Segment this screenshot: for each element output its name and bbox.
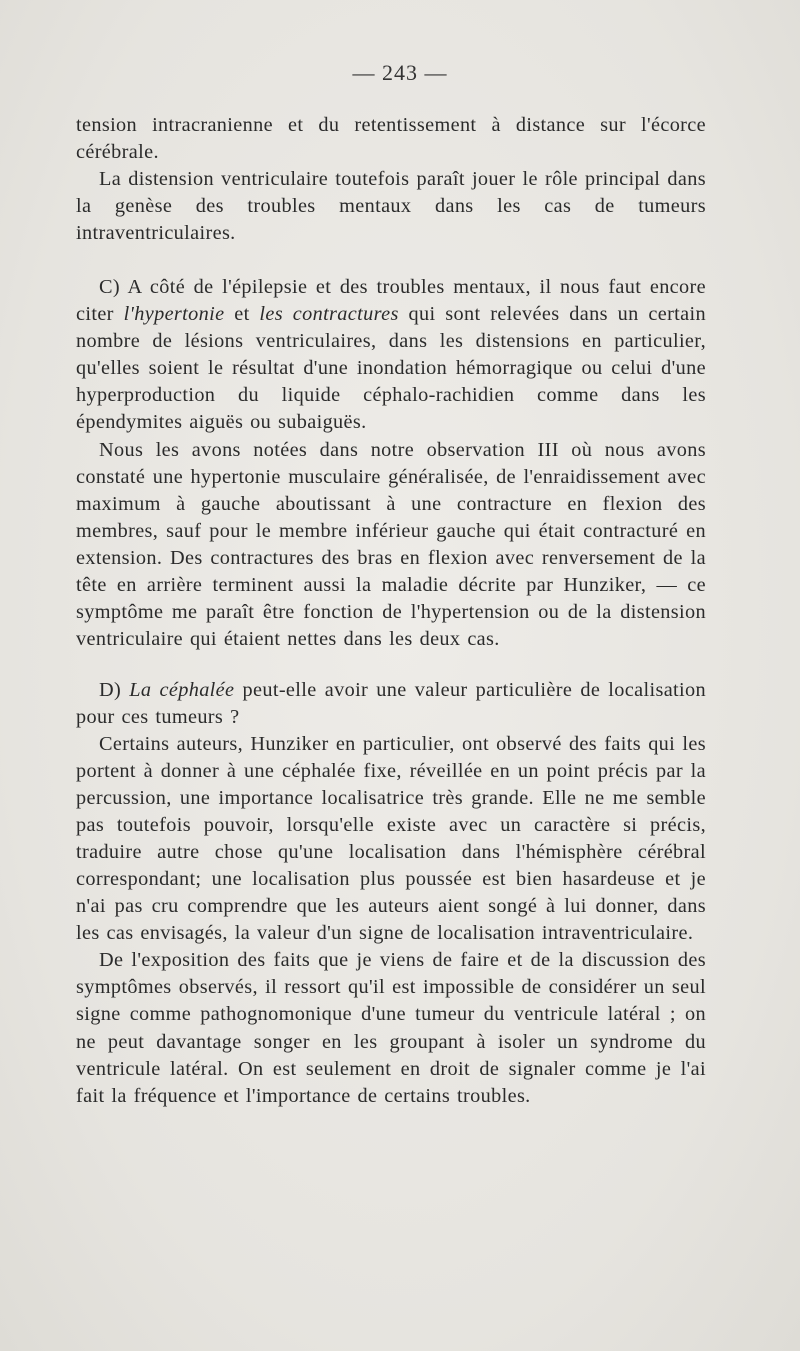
paragraph-distension: La distension ventriculaire toutefois paraît jouer le rôle principal dans la genèse des troubles mentaux dans les cas de tumeurs intraventriculaires. xyxy=(76,168,706,245)
paragraph-continuation: tension intracranienne et du retentissement à distance sur l'écorce cérébrale. xyxy=(76,114,706,164)
paragraph-section-d xyxy=(76,677,706,731)
paragraph-hunziker: Certains auteurs, Hunziker en particulier, ont observé des faits qui les portent à donner à une céphalée fixe, réveillée en un point précis par la percussion, une importance localisatrice très grande. Elle ne me semble pas toutefois pouvoir, lorsqu'elle existe avec un caractère si précis, traduire autre chose qu'une localisation dans l'hémisphère cérébral correspondant; une localisation plus poussée est bien hasardeuse et je n'ai pas cru comprendre que les auteurs aient songé à lui donner, dans les cas envisagés, la valeur d'un signe de localisation intraventriculaire. xyxy=(76,732,706,945)
section-c-text-2: et xyxy=(224,303,260,326)
section-d-italic-cephalee: La céphalée xyxy=(129,678,235,701)
page-number: — 243 — xyxy=(352,60,448,85)
section-c-text-1: A côté de l'épilepsie et des troubles mentaux, il nous faut encore citer xyxy=(76,276,706,326)
paragraph-section-c xyxy=(76,274,706,436)
section-c-italic-contractures: les contractures xyxy=(259,303,399,326)
section-d-text-1: peut-elle avoir une valeur particulière de localisation pour ces tumeurs ? xyxy=(76,678,707,728)
paragraph-observation-iii: Nous les avons notées dans notre observation III où nous avons constaté une hypertonie musculaire généralisée, de l'enraidissement avec maximum à gauche aboutissant à une contracture en flexion des membres, sauf pour le membre inférieur gauche qui était contracturé en extension. Des contractures des bras en flexion avec renversement de la tête en arrière terminent aussi la maladie décrite par Hunziker, — ce symptôme me paraît être fonction de l'hypertension ou de la distension ventriculaire qui étaient nettes dans les deux cas. xyxy=(76,438,706,650)
paragraph-conclusion: De l'exposition des faits que je viens de faire et de la discussion des symptômes observés, il ressort qu'il est impossible de considérer un seul signe comme pathognomonique d'une tumeur du ventricule latéral ; on ne peut davantage songer en les groupant à isoler un syndrome du ventricule latéral. On est seulement en droit de signaler comme je l'ai fait la fréquence et l'importance de certains troubles. xyxy=(76,949,706,1107)
section-c-text-3: qui sont relevées dans un certain nombre de lésions ventriculaires, dans les distensions en particulier, qu'elles soient le résultat d'une inondation hémorragique ou celui d'une hyperproduction du liquide céphalo-rachidien comme dans les épendymites aiguës ou subaiguës. xyxy=(76,303,706,434)
section-marker-d: D) xyxy=(99,678,122,701)
section-c-italic-hypertonie: l'hypertonie xyxy=(123,303,225,326)
body-text xyxy=(76,112,706,1110)
section-marker-c: C) xyxy=(99,276,120,299)
